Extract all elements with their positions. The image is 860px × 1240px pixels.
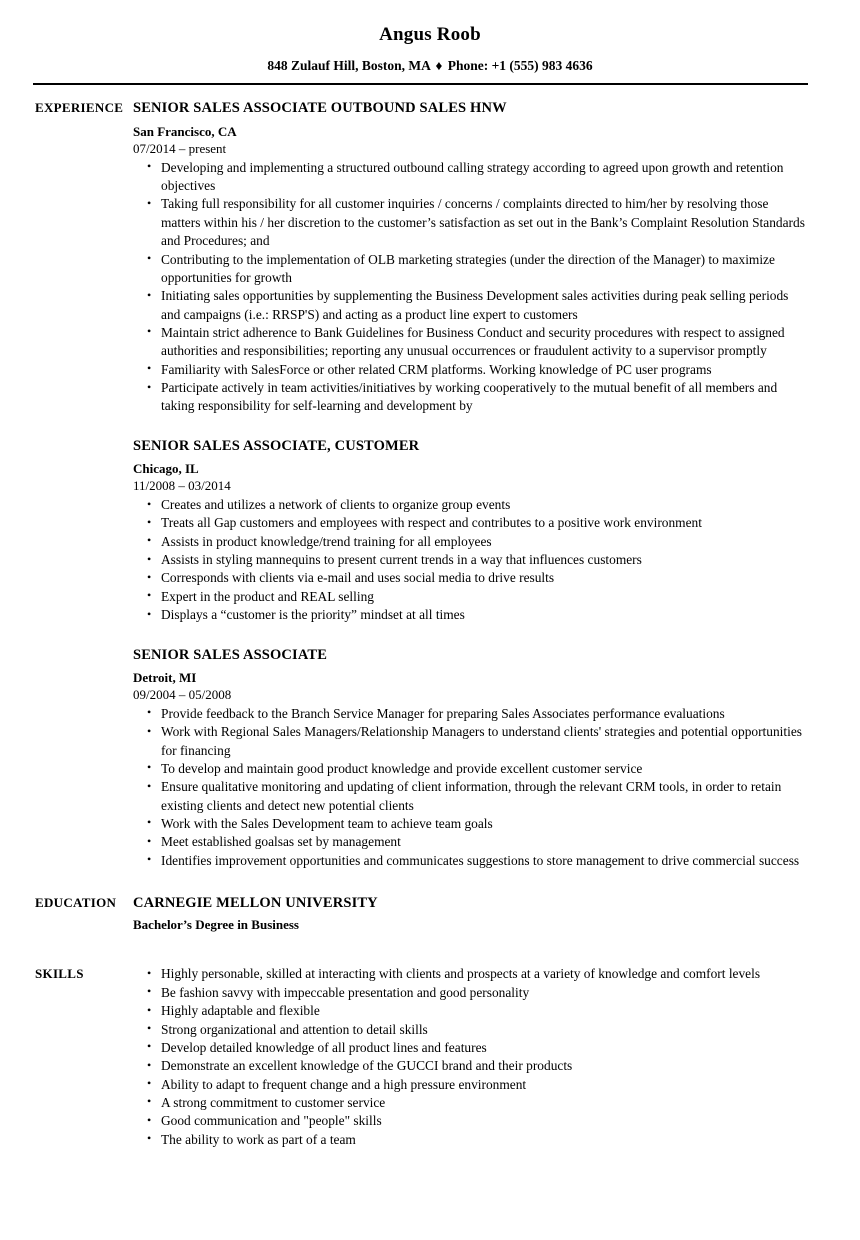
job-title: SENIOR SALES ASSOCIATE, CUSTOMER [133,437,420,454]
section-skills [0,965,860,1149]
resume-header [0,0,860,74]
list-item: • Expert in the product and REAL selling [133,588,808,606]
experience-entry [133,99,808,415]
list-item: • Initiating sales opportunities by supplementing the Business Development sales activities during peak selling periods and campaigns (i.e.: RRSP'S) and acting as a product line expert to customers [133,287,808,324]
list-item: • Displays a “customer is the priority” mindset at all times [133,606,808,624]
diamond-separator-icon: ♦ [435,57,443,73]
section-label-experience: EXPERIENCE [35,100,124,116]
list-item: • Good communication and "people" skills [133,1112,808,1130]
job-dates: 07/2014 – present [133,140,227,156]
list-item: • Highly personable, skilled at interacting with clients and prospects at a variety of knowledge and comfort levels [133,965,808,983]
list-item: • Familiarity with SalesForce or other related CRM platforms. Working knowledge of PC user programs [133,361,808,379]
job-bullets [133,705,808,870]
contact-phone: Phone: +1 (555) 983 4636 [447,57,593,73]
list-item: • Provide feedback to the Branch Service Manager for preparing Sales Associates performance evaluations [133,705,808,723]
job-location: Chicago, IL [133,460,199,476]
section-experience [0,99,860,870]
skills-list [133,965,808,1149]
job-location: San Francisco, CA [133,123,237,139]
list-item: • Demonstrate an excellent knowledge of the GUCCI brand and their products [133,1057,808,1075]
job-location: Detroit, MI [133,669,197,685]
experience-entry [133,437,808,625]
list-item: • Participate actively in team activities/initiatives by working cooperatively to the mutual benefit of all members and taking responsibility for self-learning and development by [133,379,808,416]
education-entry [133,894,860,933]
section-label-education: EDUCATION [35,895,117,911]
list-item: • To develop and maintain good product knowledge and provide excellent customer service [133,760,808,778]
list-item: • Developing and implementing a structured outbound calling strategy according to agreed upon growth and retention objectives [133,159,808,196]
list-item: • Contributing to the implementation of OLB marketing strategies (under the direction of the Manager) to maximize opportunities for growth [133,251,808,288]
list-item: • The ability to work as part of a team [133,1131,808,1149]
list-item: • Be fashion savvy with impeccable presentation and good personality [133,984,808,1002]
education-degree: Bachelor’s Degree in Business [133,917,299,933]
job-bullets [133,496,808,625]
list-item: • Treats all Gap customers and employees with respect and contributes to a positive work environment [133,514,808,532]
job-bullets [133,159,808,416]
list-item: • Meet established goalsas set by management [133,833,808,851]
education-school: CARNEGIE MELLON UNIVERSITY [133,895,378,912]
section-label-skills: SKILLS [35,966,84,982]
list-item: • Assists in styling mannequins to present current trends in a way that influences customers [133,551,808,569]
section-education [0,894,860,933]
list-item: • Develop detailed knowledge of all product lines and features [133,1039,808,1057]
list-item: • Corresponds with clients via e-mail and uses social media to drive results [133,569,808,587]
contact-line [0,58,860,74]
page-title: Angus Roob [379,24,481,45]
list-item: • A strong commitment to customer service [133,1094,808,1112]
list-item: • Ability to adapt to frequent change and a high pressure environment [133,1076,808,1094]
list-item: • Work with the Sales Development team to achieve team goals [133,815,808,833]
experience-entry [133,646,808,871]
list-item: • Creates and utilizes a network of clients to organize group events [133,496,808,514]
list-item: • Highly adaptable and flexible [133,1002,808,1020]
list-item: • Ensure qualitative monitoring and updating of client information, through the relevant CRM tools, in order to retain existing clients and detect new potential clients [133,778,808,815]
job-dates: 09/2004 – 05/2008 [133,686,232,702]
contact-address: 848 Zulauf Hill, Boston, MA [267,57,431,73]
list-item: • Maintain strict adherence to Bank Guidelines for Business Conduct and security procedures with respect to assigned authorities and responsibilities; reporting any unusual occurrences or fraudulent activity to a supervisor promptly [133,324,808,361]
skills-list-wrapper [133,965,860,1149]
experience-entries [133,99,860,870]
job-dates: 11/2008 – 03/2014 [133,478,231,494]
list-item: • Identifies improvement opportunities and communicates suggestions to store management to drive commercial success [133,852,808,870]
list-item: • Taking full responsibility for all customer inquiries / concerns / complaints directed to him/her by resolving those matters within his / her discretion to the customer’s satisfaction as set out in the Bank’s Complaint Resolution Standards and Procedures; and [133,195,808,250]
list-item: • Strong organizational and attention to detail skills [133,1021,808,1039]
job-title: SENIOR SALES ASSOCIATE OUTBOUND SALES HNW [133,100,507,117]
job-title: SENIOR SALES ASSOCIATE [133,646,328,663]
resume-content [0,85,860,1149]
list-item: • Assists in product knowledge/trend training for all employees [133,533,808,551]
list-item: • Work with Regional Sales Managers/Relationship Managers to understand clients' strategies and potential opportunities for financing [133,723,808,760]
